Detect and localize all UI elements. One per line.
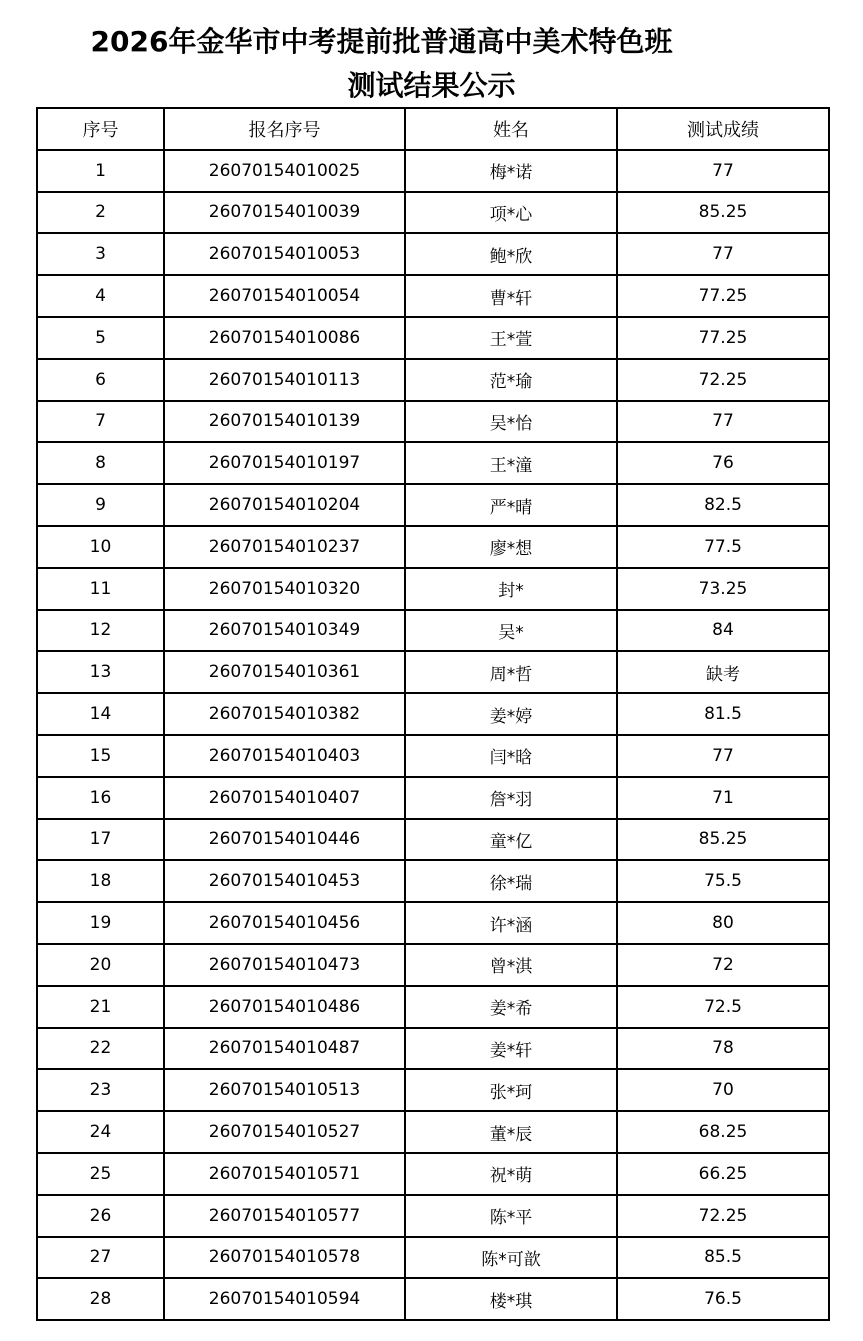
cell-reg-no: 26070154010197 xyxy=(164,442,405,484)
cell-index: 9 xyxy=(37,484,164,526)
table-row xyxy=(37,568,829,610)
cell-score: 72.25 xyxy=(617,1195,829,1237)
cell-name: 姜*轩 xyxy=(405,1028,617,1070)
cell-reg-no: 26070154010446 xyxy=(164,819,405,861)
cell-score: 75.5 xyxy=(617,860,829,902)
cell-score: 77 xyxy=(617,735,829,777)
cell-score: 80 xyxy=(617,902,829,944)
cell-index: 15 xyxy=(37,735,164,777)
cell-name: 闫*晗 xyxy=(405,735,617,777)
cell-name: 项*心 xyxy=(405,192,617,234)
header-index: 序号 xyxy=(37,108,164,150)
cell-index: 17 xyxy=(37,819,164,861)
cell-score: 81.5 xyxy=(617,693,829,735)
cell-reg-no: 26070154010486 xyxy=(164,986,405,1028)
cell-index: 21 xyxy=(37,986,164,1028)
table-row xyxy=(37,275,829,317)
cell-index: 13 xyxy=(37,651,164,693)
cell-index: 7 xyxy=(37,401,164,443)
cell-score: 76.5 xyxy=(617,1278,829,1320)
cell-score: 82.5 xyxy=(617,484,829,526)
cell-index: 27 xyxy=(37,1237,164,1279)
cell-score: 78 xyxy=(617,1028,829,1070)
cell-reg-no: 26070154010053 xyxy=(164,233,405,275)
table-row xyxy=(37,610,829,652)
cell-index: 5 xyxy=(37,317,164,359)
cell-name: 吴* xyxy=(405,610,617,652)
cell-reg-no: 26070154010594 xyxy=(164,1278,405,1320)
cell-name: 曹*轩 xyxy=(405,275,617,317)
cell-name: 梅*诺 xyxy=(405,150,617,192)
cell-name: 廖*想 xyxy=(405,526,617,568)
cell-score: 73.25 xyxy=(617,568,829,610)
table-row xyxy=(37,401,829,443)
cell-name: 许*涵 xyxy=(405,902,617,944)
cell-reg-no: 26070154010349 xyxy=(164,610,405,652)
table-body xyxy=(37,150,829,1320)
table-row xyxy=(37,442,829,484)
cell-index: 11 xyxy=(37,568,164,610)
cell-index: 1 xyxy=(37,150,164,192)
cell-reg-no: 26070154010039 xyxy=(164,192,405,234)
cell-index: 6 xyxy=(37,359,164,401)
cell-index: 22 xyxy=(37,1028,164,1070)
cell-name: 姜*婷 xyxy=(405,693,617,735)
cell-name: 吴*怡 xyxy=(405,401,617,443)
table-row xyxy=(37,150,829,192)
cell-index: 10 xyxy=(37,526,164,568)
cell-name: 封* xyxy=(405,568,617,610)
cell-reg-no: 26070154010361 xyxy=(164,651,405,693)
table-row xyxy=(37,651,829,693)
table-row xyxy=(37,944,829,986)
table-row xyxy=(37,1195,829,1237)
table-row xyxy=(37,192,829,234)
cell-index: 4 xyxy=(37,275,164,317)
header-reg-no: 报名序号 xyxy=(164,108,405,150)
cell-name: 范*瑜 xyxy=(405,359,617,401)
cell-name: 曾*淇 xyxy=(405,944,617,986)
table-row xyxy=(37,1028,829,1070)
cell-reg-no: 26070154010578 xyxy=(164,1237,405,1279)
cell-score: 缺考 xyxy=(617,651,829,693)
table-row xyxy=(37,735,829,777)
document-title: 2026年金华市中考提前批普通高中美术特色班 xyxy=(90,25,673,58)
cell-name: 童*亿 xyxy=(405,819,617,861)
table-row xyxy=(37,317,829,359)
cell-reg-no: 26070154010403 xyxy=(164,735,405,777)
cell-index: 19 xyxy=(37,902,164,944)
table-row xyxy=(37,1069,829,1111)
cell-reg-no: 26070154010054 xyxy=(164,275,405,317)
header-score: 测试成绩 xyxy=(617,108,829,150)
cell-index: 3 xyxy=(37,233,164,275)
cell-name: 董*辰 xyxy=(405,1111,617,1153)
document-subtitle: 测试结果公示 xyxy=(347,69,516,102)
table-row xyxy=(37,1111,829,1153)
cell-index: 28 xyxy=(37,1278,164,1320)
cell-name: 徐*瑞 xyxy=(405,860,617,902)
cell-score: 77 xyxy=(617,233,829,275)
header-name: 姓名 xyxy=(405,108,617,150)
cell-score: 77.5 xyxy=(617,526,829,568)
cell-score: 84 xyxy=(617,610,829,652)
cell-reg-no: 26070154010577 xyxy=(164,1195,405,1237)
table-row xyxy=(37,1278,829,1320)
cell-name: 王*萱 xyxy=(405,317,617,359)
cell-name: 祝*萌 xyxy=(405,1153,617,1195)
cell-name: 王*潼 xyxy=(405,442,617,484)
table-row xyxy=(37,860,829,902)
cell-name: 詹*羽 xyxy=(405,777,617,819)
table-row xyxy=(37,359,829,401)
table-row xyxy=(37,233,829,275)
cell-reg-no: 26070154010473 xyxy=(164,944,405,986)
cell-reg-no: 26070154010527 xyxy=(164,1111,405,1153)
table-row xyxy=(37,693,829,735)
cell-index: 23 xyxy=(37,1069,164,1111)
cell-reg-no: 26070154010139 xyxy=(164,401,405,443)
cell-score: 77 xyxy=(617,150,829,192)
cell-name: 周*哲 xyxy=(405,651,617,693)
cell-reg-no: 26070154010204 xyxy=(164,484,405,526)
cell-index: 24 xyxy=(37,1111,164,1153)
cell-score: 72.25 xyxy=(617,359,829,401)
cell-score: 70 xyxy=(617,1069,829,1111)
cell-reg-no: 26070154010456 xyxy=(164,902,405,944)
results-table xyxy=(36,107,830,1321)
cell-reg-no: 26070154010487 xyxy=(164,1028,405,1070)
cell-index: 26 xyxy=(37,1195,164,1237)
cell-reg-no: 26070154010382 xyxy=(164,693,405,735)
cell-score: 66.25 xyxy=(617,1153,829,1195)
table-row xyxy=(37,819,829,861)
cell-score: 72.5 xyxy=(617,986,829,1028)
cell-reg-no: 26070154010086 xyxy=(164,317,405,359)
cell-index: 14 xyxy=(37,693,164,735)
cell-reg-no: 26070154010320 xyxy=(164,568,405,610)
cell-name: 陈*可歆 xyxy=(405,1237,617,1279)
cell-reg-no: 26070154010237 xyxy=(164,526,405,568)
cell-index: 20 xyxy=(37,944,164,986)
cell-score: 85.25 xyxy=(617,192,829,234)
cell-reg-no: 26070154010453 xyxy=(164,860,405,902)
cell-index: 2 xyxy=(37,192,164,234)
cell-score: 72 xyxy=(617,944,829,986)
cell-reg-no: 26070154010571 xyxy=(164,1153,405,1195)
cell-reg-no: 26070154010513 xyxy=(164,1069,405,1111)
cell-reg-no: 26070154010025 xyxy=(164,150,405,192)
cell-index: 8 xyxy=(37,442,164,484)
cell-score: 68.25 xyxy=(617,1111,829,1153)
cell-index: 16 xyxy=(37,777,164,819)
cell-score: 77.25 xyxy=(617,317,829,359)
cell-reg-no: 26070154010407 xyxy=(164,777,405,819)
cell-index: 12 xyxy=(37,610,164,652)
cell-index: 25 xyxy=(37,1153,164,1195)
table-row xyxy=(37,1153,829,1195)
cell-score: 71 xyxy=(617,777,829,819)
cell-index: 18 xyxy=(37,860,164,902)
cell-name: 陈*平 xyxy=(405,1195,617,1237)
cell-name: 姜*希 xyxy=(405,986,617,1028)
table-row xyxy=(37,777,829,819)
cell-score: 76 xyxy=(617,442,829,484)
cell-score: 85.25 xyxy=(617,819,829,861)
table-row xyxy=(37,526,829,568)
cell-name: 张*珂 xyxy=(405,1069,617,1111)
cell-score: 77 xyxy=(617,401,829,443)
cell-score: 85.5 xyxy=(617,1237,829,1279)
table-row xyxy=(37,484,829,526)
table-header-row xyxy=(37,108,829,150)
cell-name: 严*晴 xyxy=(405,484,617,526)
cell-name: 鲍*欣 xyxy=(405,233,617,275)
table-row xyxy=(37,986,829,1028)
cell-name: 楼*琪 xyxy=(405,1278,617,1320)
table-row xyxy=(37,1237,829,1279)
table-row xyxy=(37,902,829,944)
cell-reg-no: 26070154010113 xyxy=(164,359,405,401)
cell-score: 77.25 xyxy=(617,275,829,317)
